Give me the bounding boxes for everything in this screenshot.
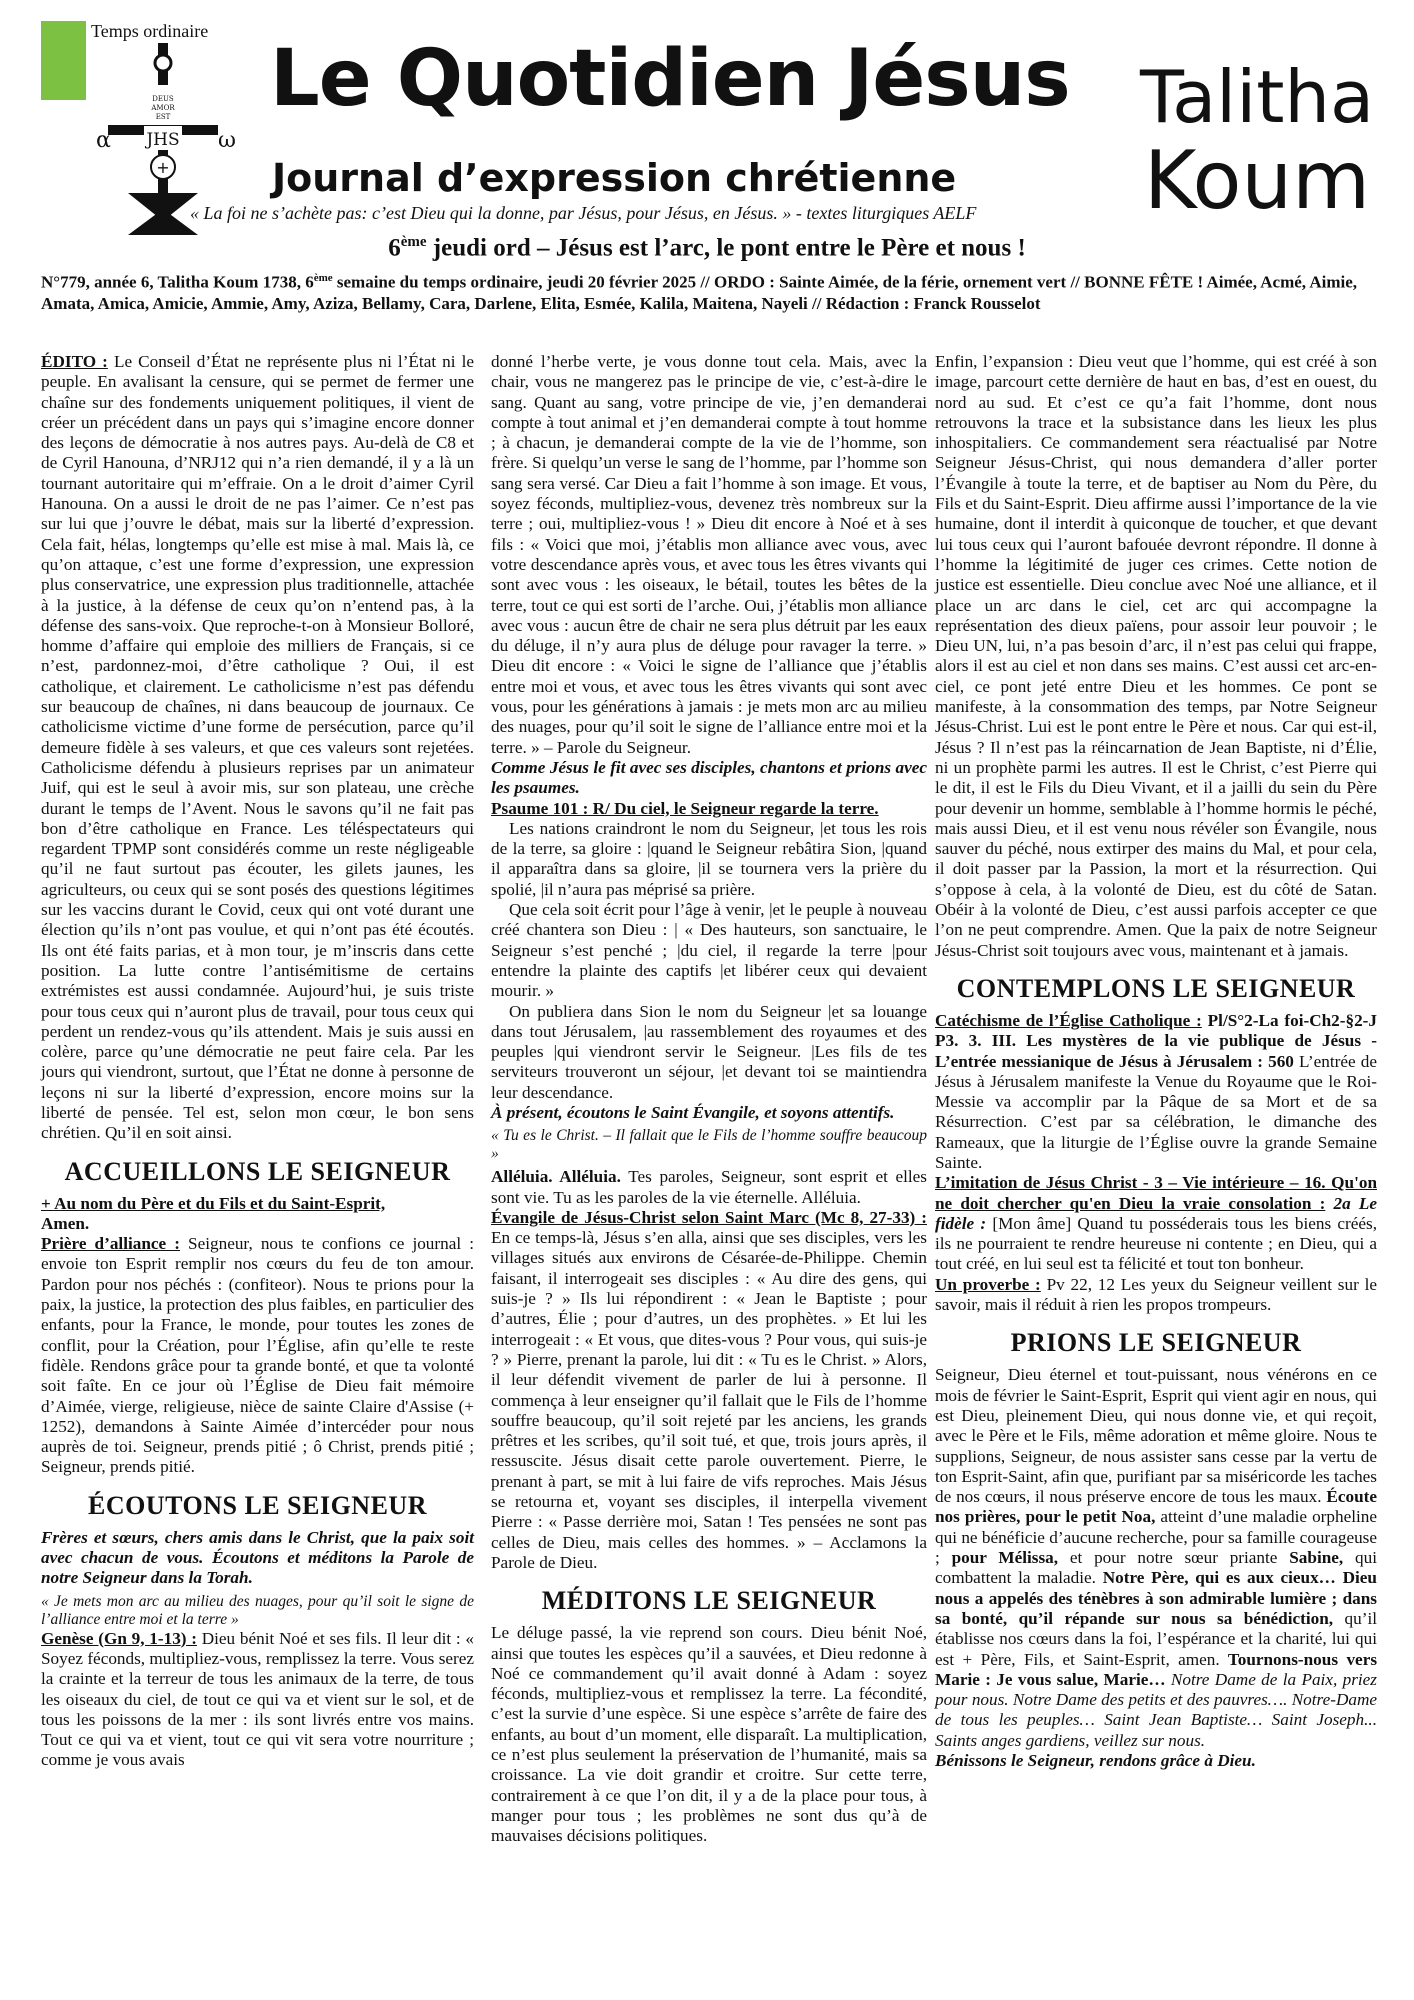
psaume-stanza-1: Les nations craindront le nom du Seigneur, |et tous les rois de la terre, sa gloire : |quand le Seigneur rebâtira Sion, |quand il apparaîtra dans sa gloire, |il se tournera vers la prière du spolié, |il n’aura pas méprisé sa prière. (491, 818, 927, 899)
svg-text:DEUS: DEUS (152, 95, 174, 103)
alleluia: Alléluia. Alléluia. Tes paroles, Seigneur, sont esprit et elles sont vie. Tu as les paroles de la vie éternelle. Alléluia. (491, 1167, 927, 1207)
contemplons-title: CONTEMPLONS LE SEIGNEUR (956, 973, 1356, 1003)
talitha-koum-logo (1130, 50, 1376, 230)
column-1 (41, 352, 474, 1771)
tagline: « La foi ne s’achète pas: c’est Dieu qui la donne, par Jésus, pour Jésus, en Jésus. » - textes liturgiques AELF (190, 203, 977, 223)
prions-text: Seigneur, Dieu éternel et tout-puissant, nous vénérons en ce mois de février le Saint-Esprit, Esprit qui vient agir en nous, qui est Dieu, pleinement Dieu, qui nous donne vie, et qui reçoit, avec le Père et le Fils, même adoration et même gloire. Nous te supplions, Seigneur, de nous assister sans cesse par la vertu de ton Esprit-Saint, afin que, purifiant par sa miséricorde les taches de nos cœurs, il nous préserve encore de tous les maux. Écoute nos prières, pour le petit Noa, atteint d’une maladie orpheline qui ne bénéficie d’aucune recherche, pour sa famille courageuse ; pour Mélissa, et pour notre sœur priante Sabine, qui combattent la maladie. Notre Père, qui es aux cieux… Dieu nous a appelés des ténèbres à son admirable lumière ; dans sa bonté, qu’il répande sur nous sa bénédiction, qu’il établisse nos cœurs dans la foi, l’espérance et la charité, lui qui est + Père, Fils, et Saint-Esprit, amen. Tournons-nous vers Marie : Je vous salue, Marie… Notre Dame de la Paix, priez pour nous. Notre Dame des petits et des pauvres…. Notre-Dame de tous les peuples… Saint Jean Baptiste… Saint Joseph... Saints anges gardiens, veillez sur nous. (935, 1365, 1378, 1750)
reading-quote: « Je mets mon arc au milieu des nuages, pour qu’il soit le signe de l’alliance entre moi et la terre » (41, 1592, 474, 1628)
imitation: L’imitation de Jésus Christ - 3 – Vie intérieure – 16. Qu'on ne doit chercher qu'en Dieu la vraie consolation : 2a Le fidèle : [Mon âme] Quand tu posséderais tous les biens créés, ils ne pourraient te rendre heureuse ni contente ; en Dieu, qui a tout créé, en lui seul est ta félicité et tout ton bonheur. (935, 1173, 1377, 1274)
newspaper-subtitle: Journal d’expression chrétienne (272, 156, 957, 200)
evangile-intro: À présent, écoutons le Saint Évangile, et soyons attentifs. (491, 1102, 895, 1122)
benissons: Bénissons le Seigneur, rendons grâce à Dieu. (935, 1751, 1256, 1770)
daily-headline: 6ème jeudi ord – Jésus est l’arc, le pont entre le Père et nous ! (388, 234, 1026, 262)
evangile-quote: « Tu es le Christ. – Il fallait que le Fils de l’homme souffre beaucoup » (491, 1127, 927, 1163)
genese-continued: donné l’herbe verte, je vous donne tout cela. Mais, avec la chair, vous ne mangerez pas le principe de vie, c’est-à-dire le sang. Quant au sang, votre principe de vie, j’en demanderai compte à tout animal et j’en demanderai compte à tout homme ; à chacun, je demanderai compte de la vie de l’homme, son frère. Si quelqu’un verse le sang de l’homme, par l’homme son sang sera versé. Car Dieu a fait l’homme à son image. Et vous, soyez féconds, multipliez-vous, devenez très nombreux sur la terre ; oui, multipliez-vous ! » Dieu dit encore à Noé et à ses fils : « Voici que moi, j’établis mon alliance avec vous, avec votre descendance après vous, et avec tous les êtres vivants qui sont avec vous : les oiseaux, le bétail, toutes les bêtes de la terre, tout ce qui est sorti de l’arche. Oui, j’établis mon alliance avec vous : aucun être de chair ne sera plus détruit par les eaux du déluge, il n’y aura plus de déluge pour ravager la terre. » Dieu dit encore : « Voici le signe de l’alliance que j’établis entre moi et vous, et avec tous les êtres vivants qui sont avec vous, pour les générations à jamais : je mets mon arc au milieu des nuages, pour qu’il soit le signe de l’alliance entre moi et la terre. » – Parole du Seigneur. (491, 352, 927, 757)
ecoutons-intro: Frères et sœurs, chers amis dans le Christ, que la paix soit avec chacun de vous. Écoutons et méditons la Parole de notre Seigneur dans la Torah. (41, 1527, 474, 1588)
season-label: Temps ordinaire (91, 21, 209, 41)
meditons-text: Le déluge passé, la vie reprend son cours. Dieu bénit Noé, ainsi que toutes les espèces qu’il a sauvées, et Dieu redonne à Noé ce commandement qu’il avait donné à Adam : soyez féconds, multipliez-vous et remplissez la terre. La fécondité, c’est la survie d’une espèce. Si une espèce s’arrête de faire des enfants, au bout d’un moment, elle disparaît. La multiplication, ce n’est plus seulement la préservation de l’humanité, mais sa croissance. La vie doit grandir et croitre. Sur cette terre, contrairement à ce que l’on dit, il y a de la place pour tous, à manger pour tous ; les problèmes ne sont dus qu’à de mauvaises décisions politiques. (491, 1623, 927, 1846)
issue-info: N°779, année 6, Talitha Koum 1738, 6ème semaine du temps ordinaire, jeudi 20 février 2025 // ORDO : Sainte Aimée, de la férie, ornement vert // BONNE FÊTE ! Aimée, Acmé, Aimie, Amata, Amica, Amicie, Ammie, Amy, Aziza, Bellamy, Cara, Darlene, Elita, Esmée, Kalila, Maitena, Nayeli // Rédaction : Franck Rousselot (41, 272, 1358, 313)
ecoutons-title: ÉCOUTONS LE SEIGNEUR (88, 1490, 427, 1520)
alpha-text: α (96, 128, 111, 153)
svg-text:AMOR: AMOR (151, 104, 175, 112)
evangile-reading: Évangile de Jésus-Christ selon Saint Marc (Mc 8, 27-33) : En ce temps-là, Jésus s’en alla, ainsi que ses disciples, vers les villages situés aux environs de Césarée-de-Philippe. Chemin faisant, il interrogeait ses disciples : « Au dire des gens, qui suis-je ? » Ils lui répondirent : « Jean le Baptiste ; pour d’autres, Élie ; pour d’autres, un des prophètes. » Et lui les interrogeait : « Et vous, que dites-vous ? Pour vous, qui suis-je ? » Pierre, prenant la parole, lui dit : « Tu es le Christ. » Alors, il leur défendit vivement de parler de lui à personne. Il commença à leur enseigner qu’il fallait que le Fils de l’homme souffre beaucoup, qu’il soit rejeté par les anciens, les grands prêtres et les scribes, qu’il soit tué, et que, trois jours après, il ressuscite. Jésus disait cette parole ouvertement. Pierre, le prenant à part, se mit à lui faire de vifs reproches. Mais Jésus se retourna et, voyant ses disciples, il interpella vivement Pierre : « Passe derrière moi, Satan ! Tes pensées ne sont pas celles de Dieu, mais celles des hommes. » – Acclamons la Parole de Dieu. (491, 1207, 927, 1572)
psaume-stanza-2: Que cela soit écrit pour l’âge à venir, |et le peuple à nouveau créé chantera son Dieu : | « Des hauteurs, son sanctuaire, le Seigneur s’est penché ; |du ciel, il regarde la terre |pour entendre la plainte des captifs |et libérer ceux qui devaient mourir. » (491, 900, 927, 1001)
svg-text:EST: EST (155, 113, 171, 121)
edito-label: ÉDITO : (41, 352, 108, 371)
newspaper-title: Le Quotidien Jésus (270, 34, 1070, 124)
meditons-title: MÉDITONS LE SEIGNEUR (541, 1586, 877, 1616)
koum-text: Koum (1144, 134, 1371, 227)
psaume-label: Psaume 101 : R/ Du ciel, le Seigneur regarde la terre. (491, 798, 879, 818)
priere-alliance: Prière d’alliance : Seigneur, nous te confions ce journal : envoie ton Esprit remplir nos cœurs du feu de ton amour. Pardon pour nos péchés : (confiteor). Nous te prions pour la paix, la justice, la protection des plus faibles, en particulier des enfants, pour la France, le monde, pour toutes les zones de conflit, pour la Création, pour l’Église, afin qu’elle te reste fidèle. Rendons grâce pour ta grande bonté, et que ta volonté soit faîte. En ce jour où l’Église de Dieu fait mémoire d’Aimée, vierge, religieuse, nièce de sainte Claire d'Assise (+ 1252), demandons à Sainte Aimée d’intercéder pour nous auprès de toi. Seigneur, prends pitié ; ô Christ, prends pitié ; Seigneur, prends pitié. (41, 1234, 474, 1477)
talitha-text: Talitha (1140, 55, 1375, 139)
ihs-text: JHS (146, 130, 180, 150)
meditons-continued: Enfin, l’expansion : Dieu veut que l’homme, qui est créé à son image, parcourt cette dernière de haut en bas, d’est en ouest, du nord au sud. Et c’est ce qu’a fait l’homme, dont nous retrouvons la trace et la subsistance dans les lieux les plus inhospitaliers. Ce commandement sera réactualisé par Notre Seigneur Jésus-Christ, qui nous demandera d’aller porter l’Évangile à toute la terre, et de baptiser au Nom du Père, du Fils et du Saint-Esprit. Dieu affirme aussi l’importance de la vie humaine, dont il interdit à quiconque de toucher, et que devant lui tous ceux qui l’auront bafouée devront répondre. Il donne à l’homme la légitimité de juger ces crimes. Cette notion de justice est essentielle. Dieu conclue avec Noé une alliance, et il place un arc dans le ciel, cet arc qui accompagne la représentation des dieux païens, pour assoir leur pouvoir ; le Dieu UN, lui, n’a pas besoin d’arc, il n’est pas celui qui frappe, alors il est au ciel et non dans ses mains. C’est aussi cet arc-en-ciel, ce pont jeté entre Dieu et les hommes. Ce pont se manifeste, à la consommation des temps, par Notre Seigneur Jésus-Christ. Lui est le pont entre le Père et nous. Car qui est-il, Jésus ? Il n’est pas la réincarnation de Jean Baptiste, ni d’Élie, ni un prophète parmi les autres. Il est le Christ, c’est Pierre qui le dit, il est le Fils du Dieu Vivant, et il a jailli du sein du Père pour devenir un homme, semblable à l’homme hormis le péché, mais aussi Dieu, et il est venu nous révéler son Évangile, nous sauver du péché, nous extirper des mains du Mal, et pour cela, il doit passer par la Passion, la mort et la résurrection. Qui s’oppose à cela, à la volonté de Dieu, est du côté de Satan. Obéir à la volonté de Dieu, c’est aussi parfois accepter ce que l’on ne peut comprendre. Amen. Que la paix de notre Seigneur Jésus-Christ soit toujours avec vous, maintenant et à jamais. (935, 352, 1377, 960)
sign-of-cross: + Au nom du Père et du Fils et du Saint-Esprit, (41, 1193, 386, 1213)
chantons-intro: Comme Jésus le fit avec ses disciples, chantons et prions avec les psaumes. (491, 757, 927, 798)
amen: Amen. (41, 1213, 90, 1233)
genese-reading: Genèse (Gn 9, 1-13) : Dieu bénit Noé et ses fils. Il leur dit : « Soyez féconds, multipliez-vous, remplissez la terre. Vous serez la crainte et la terreur de tous les animaux de la terre, de tous les oiseaux du ciel, de tout ce qui va et vient sur le sol, et de tous les poissons de la mer : ils sont livrés entre vos mains. Tout ce qui va et vient, tout ce qui vit sera votre nourriture ; comme je vous avais (41, 1628, 474, 1770)
accueillons-title: ACCUEILLONS LE SEIGNEUR (64, 1156, 451, 1186)
omega-text: ω (218, 128, 236, 153)
edito-paragraph: ÉDITO : Le Conseil d’État ne représente plus ni l’État ni le peuple. En avalisant la censure, qui se permet de fermer une chaîne sur des fondements uniquement politiques, il vient de créer un précédent dans un pays qui s’imagine encore donner des leçons de démocratie à nos autres pays. Au-delà de C8 et de Cyril Hanouna, d’NRJ12 qui n’a rien demandé, il y a là un tournant autoritaire qui m’effraie. On a le droit d’aimer Cyril Hanouna. On a aussi le droit de ne pas l’aimer. Ce n’est pas sur lui que j’ouvre le débat, mais sur la liberté d’expression. Cela fait, hélas, longtemps qu’elle est mise à mal. Mais là, ce qu’on attaque, c’est une forme d’expression, une expression plus conservatrice, une expression plus traditionnelle, attachée à la justice, à la défense de ceux qu’on n’entend pas, à la défense des sans-voix. Que reproche-t-on à Monsieur Bolloré, homme d’affaire qui emploie des milliers de Français, si ce n’est, pardonnez-moi, d’être catholique ? Oui, il est catholique, et clairement. Le catholicisme n’est pas défendu sur beaucoup de chaînes, ni dans beaucoup de journaux. Ce catholicisme victime d’une forme de persécution, parce qu’il demeure fidèle à ses valeurs, et que ces valeurs sont rejetées. Catholicisme défendu à plusieurs reprises par un animateur Juif, qui est le seul à avoir mis, sur son plateau, une crèche durant le temps de l’Avent. Nous le savons qu’il ne fait pas bon d’être catholique en France. Les téléspectateurs qui regardent TPMP sont considérés comme un reste négligeable qu’il ne faut surtout pas écouter, les gilets jaunes, les agriculteurs, ou ceux qui se sont posés des questions légitimes sur les vaccins durant le Covid, ceux qui ont voté durant une élection qu’ils n’ont pas voulue, et qui n’ont pas été écoutés. Ils ont été faits parias, et à mon tour, je m’inscris dans cette position. La lutte contre l’antisémitisme de certains extrémistes est aussi condamnée. Aujourd’hui, je suis triste pour tous ceux qui n’auront plus de travail, pour tous ceux qui perdent un rendez-vous qu’ils attendent. Mais je suis aussi en colère, parce qu’une démocratie ne peut faire cela. Par les jours qui viendront, surtout, que l’État ne donne à personne de leçons ni sur la liberté d’expression, encore moins sur la liberté de pensée. Tel est, selon mon cœur, le bon sens chrétien. Qu’il en soit ainsi. (41, 352, 475, 1143)
catechisme: Catéchisme de l’Église Catholique : Pl/S°2-La foi-Ch2-§2-J P3. 3. III. Les mystères de la vie publique de Jésus - L’entrée messianique de Jésus à Jérusalem : 560 L’entrée de Jésus à Jérusalem manifeste la Venue du Royaume que le Roi-Messie va accomplir par la Pâque de sa Mort et de sa Résurrection. C’est par sa célébration, le dimanche des Rameaux, que la liturgie de l’Église ouvre la grande Semaine Sainte. (935, 1010, 1377, 1172)
column-2 (491, 352, 927, 1846)
psaume-stanza-3: On publiera dans Sion le nom du Seigneur |et sa louange dans tout Jérusalem, |au rassemblement des royaumes et des peuples |qui viendront servir le Seigneur. |Les fils de tes serviteurs trouveront un séjour, |et devant toi se maintiendra leur descendance. (491, 1001, 927, 1102)
column-3 (935, 352, 1377, 1771)
svg-text:+: + (156, 158, 170, 177)
prions-title: PRIONS LE SEIGNEUR (1010, 1328, 1302, 1358)
proverbe: Un proverbe : Pv 22, 12 Les yeux du Seigneur veillent sur le savoir, mais il réduit à rien les propos trompeurs. (935, 1274, 1377, 1315)
